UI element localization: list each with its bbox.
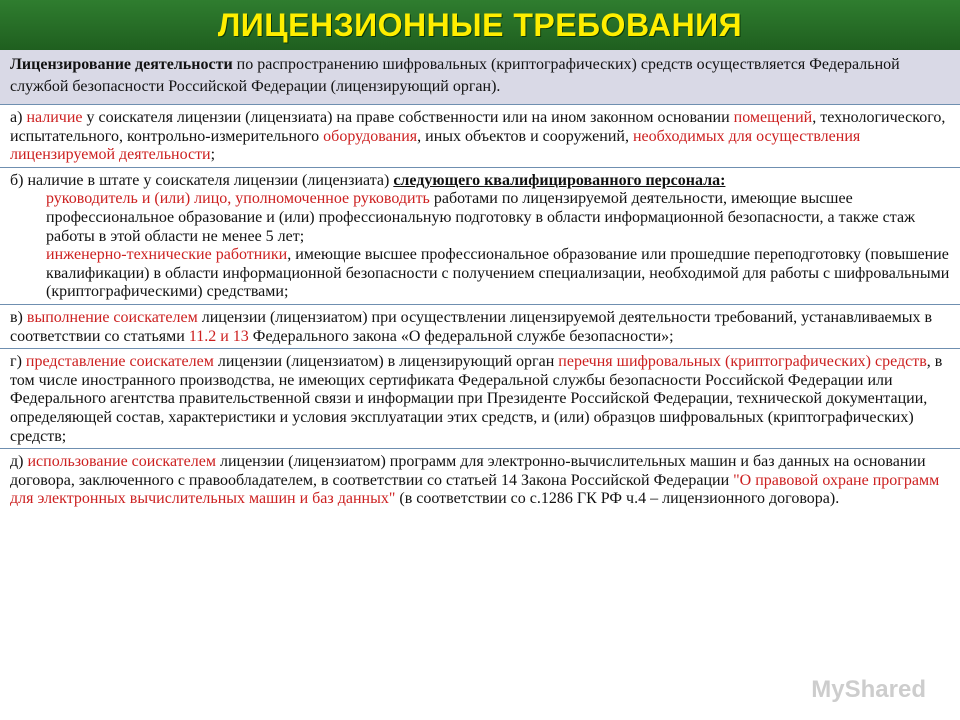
a-text-3: , иных объектов и сооружений, <box>417 127 633 145</box>
requirement-v <box>0 304 960 348</box>
v-prefix: в) <box>10 308 27 326</box>
a-text-2: , технологического, испытательного, контрольно-измерительного <box>10 109 946 145</box>
a-highlight-1: наличие <box>26 109 83 126</box>
requirement-g <box>0 348 960 448</box>
b-underlined: следующего квалифицированного персонала: <box>393 171 726 189</box>
requirement-a <box>0 104 960 167</box>
intro-text: по распространению шифровальных (криптографических) средств осуществляется Федеральной службой безопасности Российской Федерации (лицензирующий орган). <box>10 56 900 95</box>
d-text-1: лицензии (лицензиатом) программ для электронно-вычислительных машин и баз данных на основании договора, заключенного с правообладателем, в соответствии со статьей 14 Закона Российской Федерации <box>10 453 926 489</box>
v-highlight-1: выполнение соискателем <box>26 308 198 326</box>
a-text-4: ; <box>210 146 216 164</box>
intro-paragraph <box>0 50 960 104</box>
b-sub-1 <box>10 190 950 246</box>
d-text-2: (в соответствии со с.1286 ГК РФ ч.4 – лицензионного договора). <box>395 490 840 508</box>
g-highlight-1: представление соискателем <box>25 353 214 371</box>
b-text-1: б) наличие в штате у соискателя лицензии (лицензиата) <box>10 171 394 189</box>
v-text-2: Федерального закона «О федеральной службе безопасности»; <box>248 327 674 345</box>
watermark-logo: MyShared <box>811 676 926 703</box>
requirement-d <box>0 448 960 511</box>
g-highlight-2: перечня шифровальных (криптографических) средств <box>558 353 927 371</box>
page-title: ЛИЦЕНЗИОННЫЕ ТРЕБОВАНИЯ <box>217 6 743 43</box>
a-highlight-3: оборудования <box>323 127 418 145</box>
requirement-b <box>0 167 960 304</box>
a-highlight-2: помещений <box>733 109 813 126</box>
g-prefix: г) <box>10 353 26 371</box>
a-text-1: у соискателя лицензии (лицензиата) на праве собственности или на ином законном основании <box>82 109 734 126</box>
b-text-2: работами по лицензируемой деятельности, имеющие высшее профессиональное образование и (или) профессиональную подготовку в области информационной безопасности, а также стаж работы в этой области не менее 5 лет; <box>46 190 916 245</box>
a-prefix: а) <box>10 109 27 126</box>
intro-bold: Лицензирование деятельности <box>10 56 233 73</box>
b-highlight-1: руководитель и (или) лицо, уполномоченное руководить <box>46 190 430 208</box>
d-highlight-2: "О правовой охране программ для электронных вычислительных машин и баз данных" <box>10 471 940 508</box>
title-bar <box>0 0 960 50</box>
v-highlight-2: 11.2 и 13 <box>188 327 249 345</box>
g-text-1: лицензии (лицензиатом) в лицензирующий орган <box>213 353 559 371</box>
b-text-3: , имеющие высшее профессиональное образование или прошедшие переподготовку (повышение квалификации) в области информационной безопасности с получением специализации, необходимой для работы с шифровальными (криптографическими) средствами; <box>46 246 950 301</box>
v-text-1: лицензии (лицензиатом) при осуществлении лицензируемой деятельности требований, устанавливаемых в соответствии со статьями <box>10 308 933 345</box>
g-text-2: , в том числе иностранного производства, не имеющих сертификата Федеральной службы безопасности Российской Федерации или Федерального агентства правительственной связи и информации при Президенте Российской Федерации, технической документации, определяющей состав, характеристики и условия эксплуатации этих средств, и (или) образцов шифровальных (криптографических) средств; <box>10 353 943 445</box>
b-sub-2 <box>10 246 950 302</box>
a-highlight-4: необходимых для осуществления лицензируемой деятельности <box>10 127 861 164</box>
requirements-list <box>0 104 960 511</box>
b-highlight-2: инженерно-технические работники <box>46 246 288 264</box>
d-prefix: д) <box>10 453 28 471</box>
d-highlight-1: использование соискателем <box>27 453 216 471</box>
